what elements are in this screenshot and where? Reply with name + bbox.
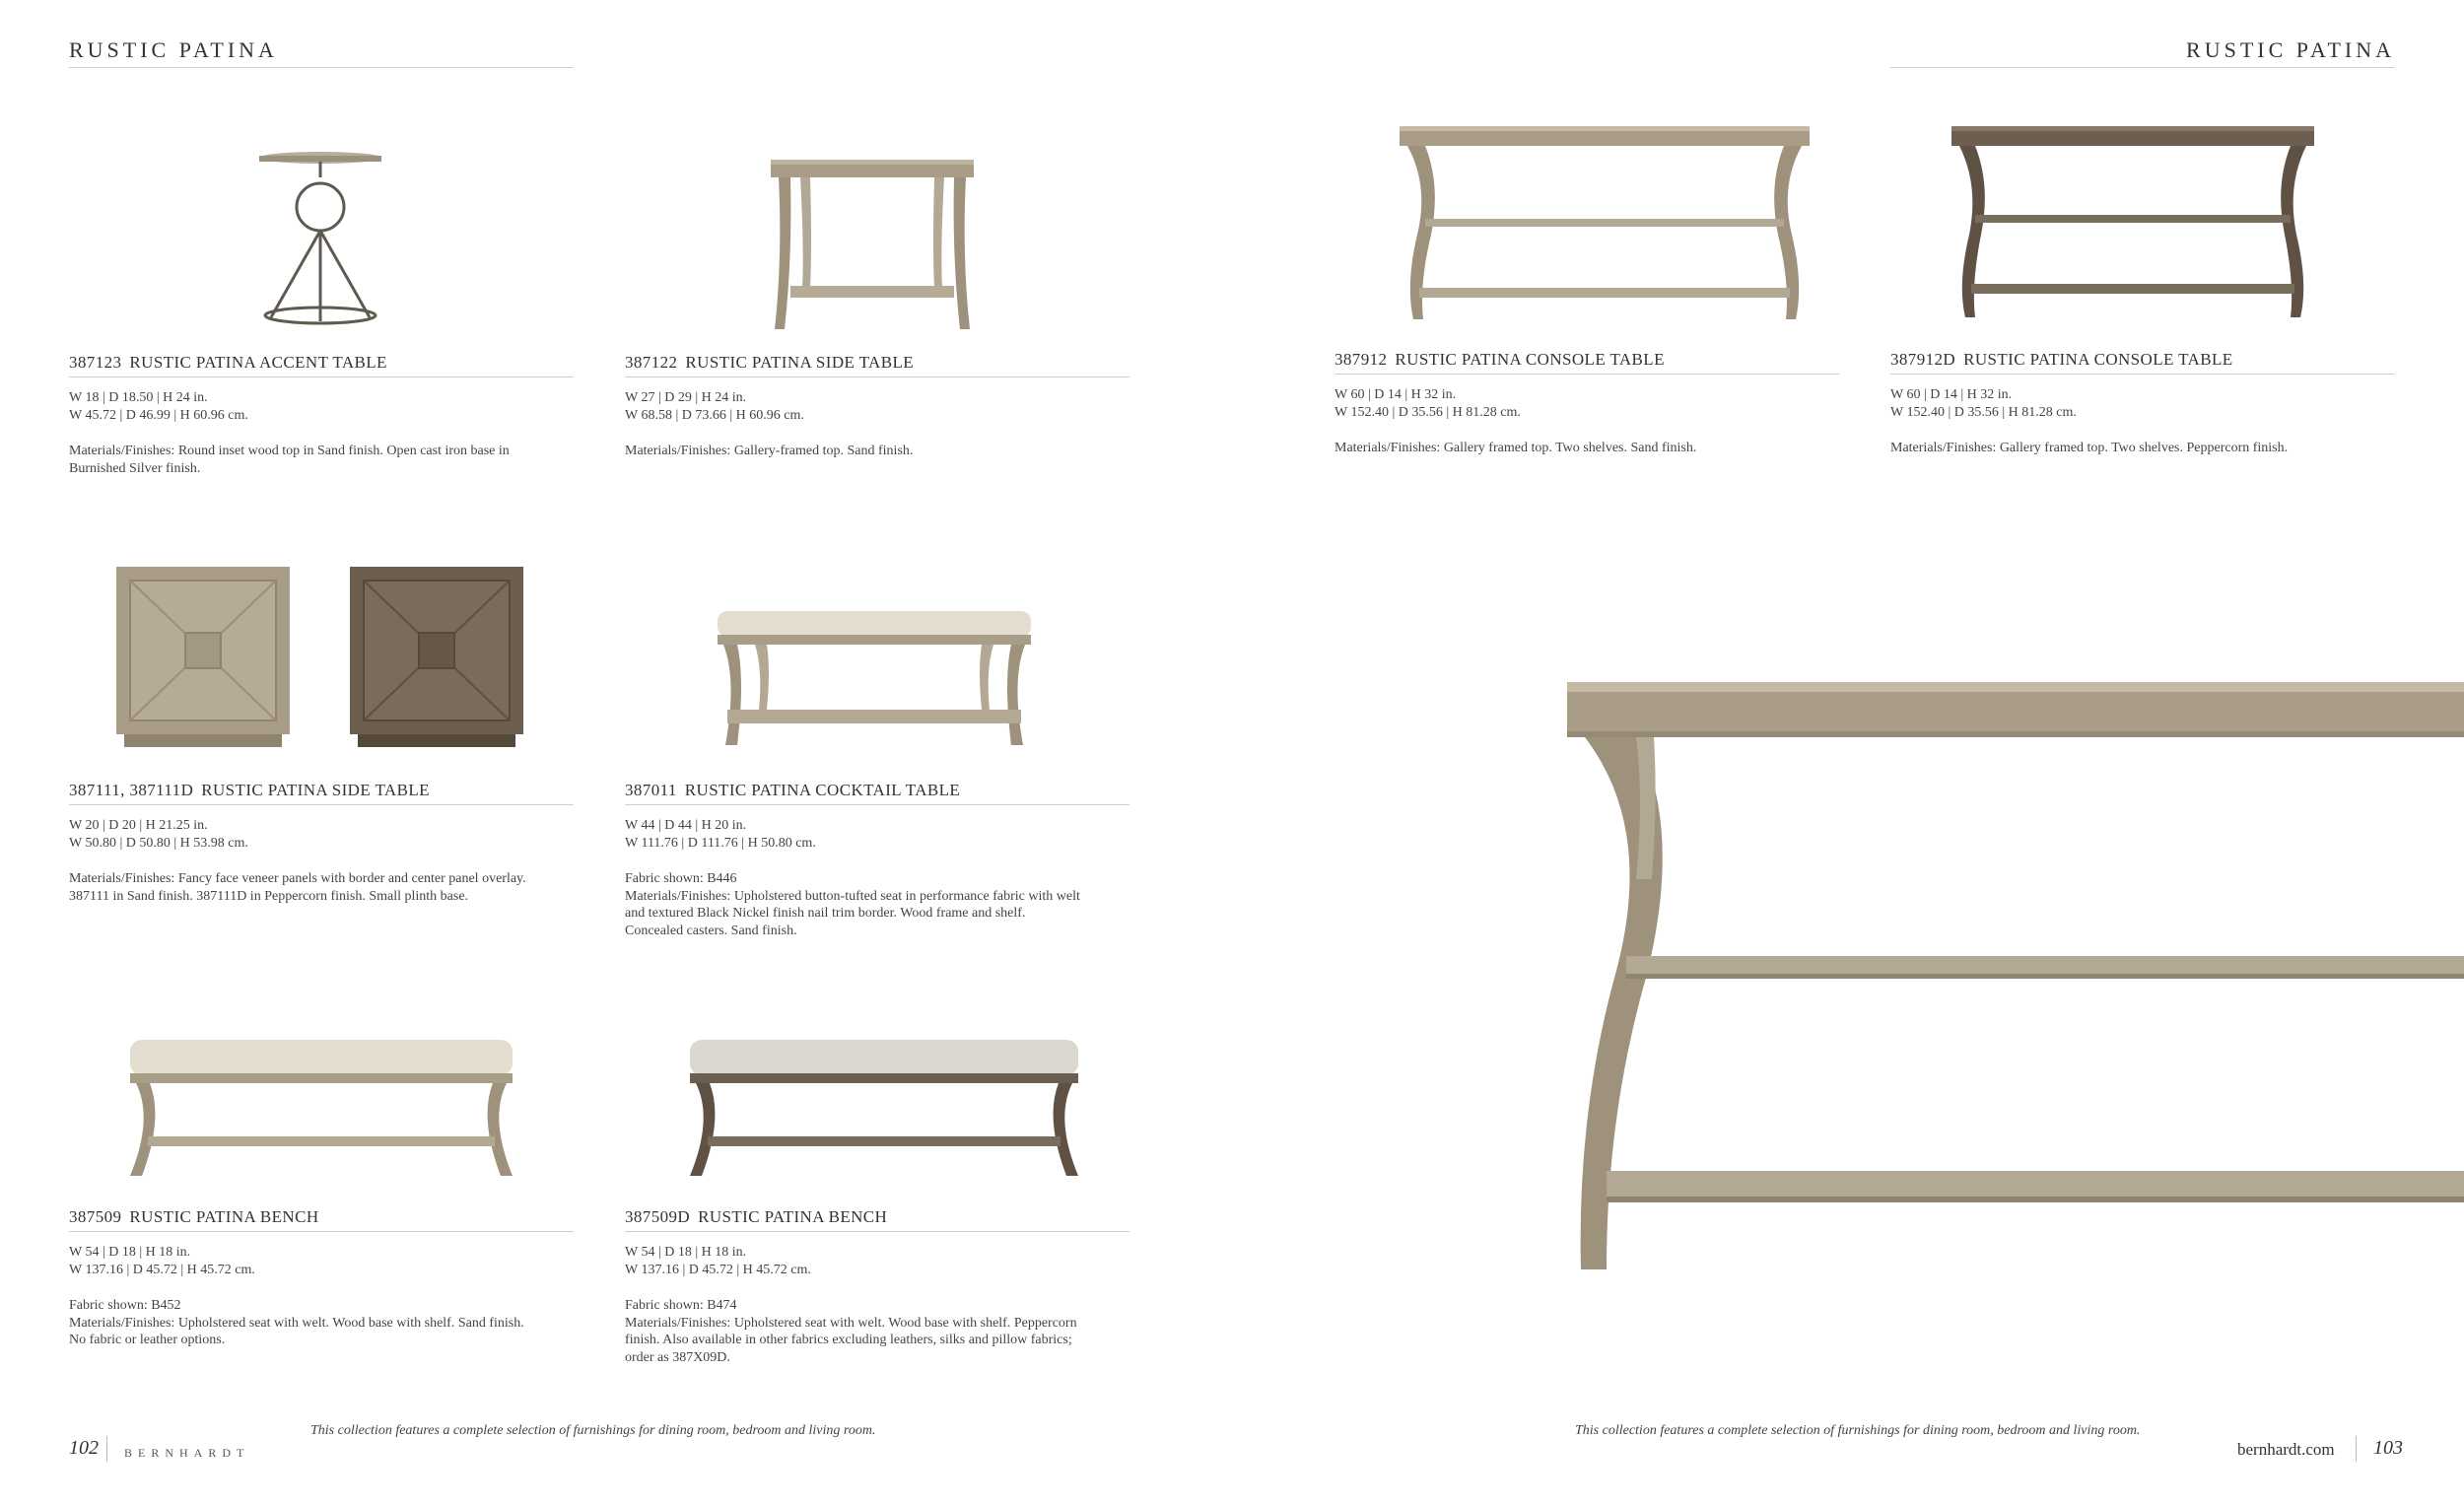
- dims-inches: W 20 | D 20 | H 21.25 in.: [69, 818, 208, 833]
- brand-wordmark: BERNHARDT: [124, 1446, 250, 1460]
- dims-cm: W 50.80 | D 50.80 | H 53.98 cm.: [69, 836, 248, 851]
- product-sku: 387111, 387111D: [69, 781, 194, 799]
- dims-cm: W 137.16 | D 45.72 | H 45.72 cm.: [625, 1263, 811, 1277]
- product-name: RUSTIC PATINA BENCH: [129, 1207, 319, 1226]
- materials-line: Materials/Finishes: Gallery-framed top. Sand finish.: [625, 444, 914, 458]
- right-page-number: 103: [2373, 1437, 2403, 1459]
- side-table-cube-sand-image: [116, 567, 290, 747]
- console-table-sand-image: [1400, 126, 1810, 323]
- right-header-title: RUSTIC PATINA: [2186, 37, 2395, 62]
- materials-line: No fabric or leather options.: [69, 1333, 226, 1347]
- product-title: [625, 781, 1129, 805]
- materials-line: finish. Also available in other fabrics excluding leathers, silks and pillow fabrics;: [625, 1333, 1072, 1347]
- materials-line: Materials/Finishes: Gallery framed top. Two shelves. Peppercorn finish.: [1890, 441, 2289, 455]
- product-title: [69, 1207, 574, 1232]
- dims-inches: W 18 | D 18.50 | H 24 in.: [69, 390, 208, 405]
- product-sku: 387509D: [625, 1207, 691, 1226]
- product-name: RUSTIC PATINA BENCH: [698, 1207, 888, 1226]
- product-title: [1890, 350, 2395, 375]
- materials-line: Materials/Finishes: Upholstered button-tufted seat in performance fabric with welt: [625, 888, 1080, 904]
- materials-line: Materials/Finishes: Round inset wood top in Sand finish. Open cast iron base in: [69, 444, 510, 458]
- materials-line: Concealed casters. Sand finish.: [625, 923, 797, 938]
- right-footer-divider: [2356, 1436, 2357, 1462]
- fabric-shown: Fabric shown: B452: [69, 1298, 181, 1313]
- accent-table-image: [251, 148, 389, 325]
- dims-inches: W 60 | D 14 | H 32 in.: [1890, 387, 2013, 402]
- website-link[interactable]: bernhardt.com: [2237, 1440, 2335, 1459]
- product-387011: [625, 781, 1157, 939]
- dims-cm: W 111.76 | D 111.76 | H 50.80 cm.: [625, 836, 816, 851]
- dims-cm: W 152.40 | D 35.56 | H 81.28 cm.: [1890, 405, 2077, 420]
- dims-inches: W 54 | D 18 | H 18 in.: [625, 1245, 747, 1260]
- materials-line: Materials/Finishes: Upholstered seat with welt. Wood base with shelf. Peppercorn: [625, 1315, 1077, 1331]
- bench-peppercorn-image: [686, 1040, 1082, 1180]
- fabric-shown: Fabric shown: B474: [625, 1298, 737, 1313]
- left-page-number: 102: [69, 1437, 99, 1459]
- product-sku: 387011: [625, 781, 677, 799]
- product-387122: [625, 353, 1129, 460]
- product-sku: 387912: [1335, 350, 1388, 369]
- product-title: [625, 1207, 1129, 1232]
- side-table-image: [769, 160, 976, 335]
- left-header-title: RUSTIC PATINA: [69, 37, 278, 62]
- console-table-detail-image: [1567, 682, 2464, 1273]
- product-title: [1335, 350, 1839, 375]
- dims-inches: W 54 | D 18 | H 18 in.: [69, 1245, 191, 1260]
- product-387111: [69, 781, 601, 905]
- console-table-peppercorn-image: [1951, 126, 2314, 321]
- materials-line: order as 387X09D.: [625, 1349, 730, 1365]
- product-387912D: [1890, 350, 2395, 457]
- left-header-rule: [69, 67, 574, 68]
- materials-line: Burnished Silver finish.: [69, 460, 201, 476]
- left-footer-note: This collection features a complete selection of furnishings for dining room, bedroom and living room.: [310, 1423, 876, 1438]
- product-387912: [1335, 350, 1839, 457]
- product-name: RUSTIC PATINA CONSOLE TABLE: [1963, 350, 2233, 369]
- right-header-rule: [1890, 67, 2395, 68]
- product-title: [69, 781, 574, 805]
- bench-sand-image: [126, 1040, 516, 1180]
- materials-line: Materials/Finishes: Upholstered seat with welt. Wood base with shelf. Sand finish.: [69, 1315, 524, 1331]
- product-387509D: [625, 1207, 1157, 1366]
- product-name: RUSTIC PATINA SIDE TABLE: [685, 353, 915, 372]
- cocktail-table-image: [716, 611, 1033, 751]
- product-name: RUSTIC PATINA CONSOLE TABLE: [1395, 350, 1665, 369]
- side-table-cube-peppercorn-image: [350, 567, 523, 747]
- product-name: RUSTIC PATINA ACCENT TABLE: [129, 353, 387, 372]
- product-title: [625, 353, 1129, 377]
- product-sku: 387122: [625, 353, 678, 372]
- materials-line: 387111 in Sand finish. 387111D in Peppercorn finish. Small plinth base.: [69, 888, 469, 904]
- dims-cm: W 137.16 | D 45.72 | H 45.72 cm.: [69, 1263, 255, 1277]
- dims-cm: W 152.40 | D 35.56 | H 81.28 cm.: [1335, 405, 1521, 420]
- product-sku: 387912D: [1890, 350, 1956, 369]
- product-387509: [69, 1207, 601, 1349]
- dims-inches: W 27 | D 29 | H 24 in.: [625, 390, 747, 405]
- dims-inches: W 44 | D 44 | H 20 in.: [625, 818, 747, 833]
- product-sku: 387509: [69, 1207, 122, 1226]
- left-footer-divider: [106, 1436, 107, 1462]
- fabric-shown: Fabric shown: B446: [625, 871, 737, 886]
- product-name: RUSTIC PATINA SIDE TABLE: [201, 781, 430, 799]
- materials-line: and textured Black Nickel finish nail trim border. Wood frame and shelf.: [625, 906, 1026, 921]
- product-sku: 387123: [69, 353, 122, 372]
- materials-line: Materials/Finishes: Gallery framed top. Two shelves. Sand finish.: [1335, 441, 1697, 455]
- product-name: RUSTIC PATINA COCKTAIL TABLE: [684, 781, 961, 799]
- product-387123: [69, 353, 574, 477]
- dims-inches: W 60 | D 14 | H 32 in.: [1335, 387, 1457, 402]
- dims-cm: W 45.72 | D 46.99 | H 60.96 cm.: [69, 408, 248, 423]
- right-footer-note: This collection features a complete selection of furnishings for dining room, bedroom and living room.: [1575, 1423, 2141, 1438]
- dims-cm: W 68.58 | D 73.66 | H 60.96 cm.: [625, 408, 804, 423]
- materials-line: Materials/Finishes: Fancy face veneer panels with border and center panel overlay.: [69, 871, 526, 886]
- product-title: [69, 353, 574, 377]
